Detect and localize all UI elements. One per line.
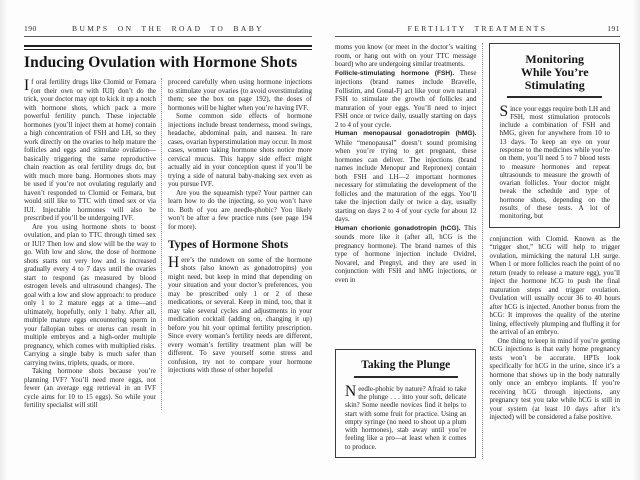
entry-fsh: Follicle-stimulating hormone (FSH). These injections (brand names include Bravelle, Follistim, and Gonal-F) act like your own natural FSH to stimulate the growth of follicles and maturation of your eggs. You’ll need to inject FSH once or twice daily, usually starting on days 2 to 4 of your cycle.	[335, 68, 477, 129]
sidebar-box-taking-the-plunge	[335, 349, 476, 458]
entry-hmg-lead: Human menopausal gonadotropin (hMG).	[335, 130, 477, 137]
page-number-right: 191	[607, 24, 620, 33]
paragraph: Taking hormone shots because you’re planning IVF? You’ll need more eggs, not fewer (an average egg retrieval in an IVF cycle aims for 10 to 15 eggs). So while your fertility specialist will still	[24, 367, 156, 409]
paragraph: One thing to keep in mind if you’re getting hCG injections is that early home pregnancy tests won’t be accurate. HPTs look specifically for hCG in the urine, since it’s a hormone that shows up in the body naturally only once an embryo implants. If you’re receiving hCG through injections, any pregnancy test you take while hCG is still in your system (at least 10 days after it’s injected) will be considered a false positive.	[489, 336, 620, 422]
dropcap-N: N	[345, 383, 357, 401]
entry-hmg: Human menopausal gonadotropin (hMG). While “menopausal” doesn’t sound promising when you’re trying to get pregnant, these hormones can deliver. The injections (brand names include Menopur and Repronex) contain both FSH and LH—2 important hormones necessary for stimulating the development of the follicles and the maturation of the eggs. You’ll take the injection daily or twice a day, usually starting on days 2 to 4 of your cycle for about 12 days.	[335, 130, 477, 223]
right-page-column-2	[482, 43, 620, 459]
paragraph: Are you using hormone shots to boost ovulation, and plan to TTC through timed sex or IUI? Then low and slow will be the way to go. With low and slow, the dose of hormone shots starts out very low and is increased gradually every 4 to 7 days until the ovaries start to respond (as measured by blood estrogen levels and ultrasound changes). The goal with a low and slow approach: to produce only 1 to 2 mature eggs at a time—and ultimately, hopefully, only 1 baby. After all, multiple mature eggs encountering sperm in your fallopian tubes or uterus can result in multiple embryos and a high-order multiple pregnancy, which comes with multiplied risks. Carrying a single baby is much safer than carrying twins, triplets, quads, or more.	[24, 222, 156, 367]
header-rule-right	[335, 36, 620, 37]
entry-hcg-lead: Human chorionic gonadotropin (hCG).	[335, 224, 461, 232]
page-190	[24, 24, 312, 410]
paragraph: Some common side effects of hormone injections include breast tenderness, mood swings, headache, abdominal pain, and nausea. In rare cases, ovarian hyperstimulation may occur. In most cases, women taking hormone shots notice more cervical mucus. This happy side effect might actually aid in your conception quest if you’ll be trying a side of natural baby-making sex even as you pursue IVF.	[168, 112, 312, 188]
box-title-rule	[507, 96, 602, 98]
header-rule-left	[24, 36, 312, 37]
box-title-rule	[354, 376, 458, 378]
box-paragraph: Since your eggs require both LH and FSH, most stimulation protocols include a combination of FSH and hMG, given for anywhere from 10 to 13 days. To keep an eye on your response to the medicines while you’re on them, you’ll need 5 to 7 blood tests to measure hormones and repeat ultrasounds to measure the growth of ovarian follicles. Your doctor might tweak the schedule and type of hormone shots, depending on the results of these tests. A lot of monitoring, but	[499, 103, 610, 221]
title-double-rule	[24, 45, 312, 50]
entry-fsh-lead: Follicle-stimulating hormone (FSH).	[335, 69, 455, 77]
left-page-column-1	[24, 78, 161, 410]
entry-hcg: Human chorionic gonadotropin (hCG). This sounds more like it (after all, hCG is the pregnancy hormone). The brand names of this type of hormone injection include Ovidrel, Novarel, and Pregnyl, and they are used in conjunction with FSH and hMG injections, or even in	[335, 223, 477, 284]
paragraph: moms you know (or meet in the doctor’s waiting room, or hang out with on your TTC message board) who are undergoing similar treatments.	[335, 43, 477, 68]
left-page-columns	[24, 78, 312, 410]
paragraph: conjunction with Clomid. Known as the “trigger shot,” hCG will help to trigger ovulation, mimicking the natural LH surge. When 1 or more follicles reach the point of no return (ready to release a mature egg), you’ll inject the hormone hCG to push the final maturation steps and trigger ovulation. Ovulation will usually occur 36 to 40 hours after hCG is injected. Another bonus from the hCG: It improves the quality of the uterine lining, effectively plumping and fluffing it for the arrival of an embryo.	[489, 234, 620, 337]
sub-heading-types-of-hormone-shots: Types of Hormone Shots	[168, 239, 289, 251]
page-191	[335, 24, 620, 459]
running-head-right	[335, 24, 620, 33]
running-head-left	[24, 24, 312, 33]
box-paragraph: Needle-phobic by nature? Afraid to take the plunge . . . into your soft, delicate skin? Some needle novices find it helps to start with some fruit for practice. Using an empty syringe (no need to shoot up a plum with hormones), stab away until you’re feeling like a pro—at least when it comes to produce.	[345, 383, 467, 451]
running-head-left-text: BUMPS ON THE ROAD TO BABY	[72, 24, 264, 33]
section-title: Inducing Ovulation with Hormone Shots	[24, 54, 298, 71]
box-title-monitoring: Monitoring While You’re Stimulating	[520, 52, 589, 92]
page-number-left: 190	[24, 24, 37, 33]
paragraph: proceed carefully when using hormone injections to stimulate your ovaries (to avoid overstimulating them; see the box on page 192), the doses of hormones will be higher when you’re having IVF.	[168, 78, 312, 112]
paragraph: Here’s the rundown on some of the hormone shots (also known as gonadotropins) you might need, but keep in mind that depending on your situation and your doctor’s preferences, you may be prescribed only 1 or 2 of these medications, or several. Keep in mind, too, that it may take several cycles and adjustments in your medication cocktail (adding on, changing it up) before you hit your optimal fertility prescription. Since every woman’s fertility needs are different, every woman’s fertility treatment plan will be different. To save yourself some stress and confusion, try not to compare your hormone injections with those of other hopeful	[168, 254, 312, 374]
left-page-column-2	[161, 78, 312, 410]
box-title-taking-the-plunge: Taking the Plunge	[361, 359, 451, 372]
dropcap-S: S	[499, 103, 509, 120]
dropcap-I: I	[24, 76, 30, 94]
paragraph: Are you the squeamish type? Your partner can learn how to do the injecting, so you won’t have to. Both of you are needle-phobic? You likely won’t be after a few practice runs (see page 194 for more).	[168, 188, 312, 231]
right-page-column-1	[335, 43, 482, 459]
running-head-right-text: FERTILITY TREATMENTS	[407, 24, 548, 33]
right-page-columns	[335, 43, 620, 459]
paragraph: If oral fertility drugs like Clomid or Femara (on their own or with IUI) don’t do the trick, your doctor may opt to kick it up a notch with hormone shots, which pack a more powerful fertility punch. These injectable hormones (you’ll inject them at home) contain a high concentration of FSH and LH, so they work directly on the ovaries to help mature the follicles and eggs and stimulate ovulation—basically triggering the same reproductive chain reaction as oral fertility drugs do, but with much more bang. Hormones shots may be used if you’re not ovulating regularly and haven’t responded to Clomid or Femara, but would still like to TTC with timed sex or via IUI. Injectable hormones will also be prescribed if you’ll be undergoing IVF.	[24, 76, 156, 222]
dropcap-H: H	[168, 254, 180, 271]
sidebar-box-monitoring	[489, 43, 620, 228]
